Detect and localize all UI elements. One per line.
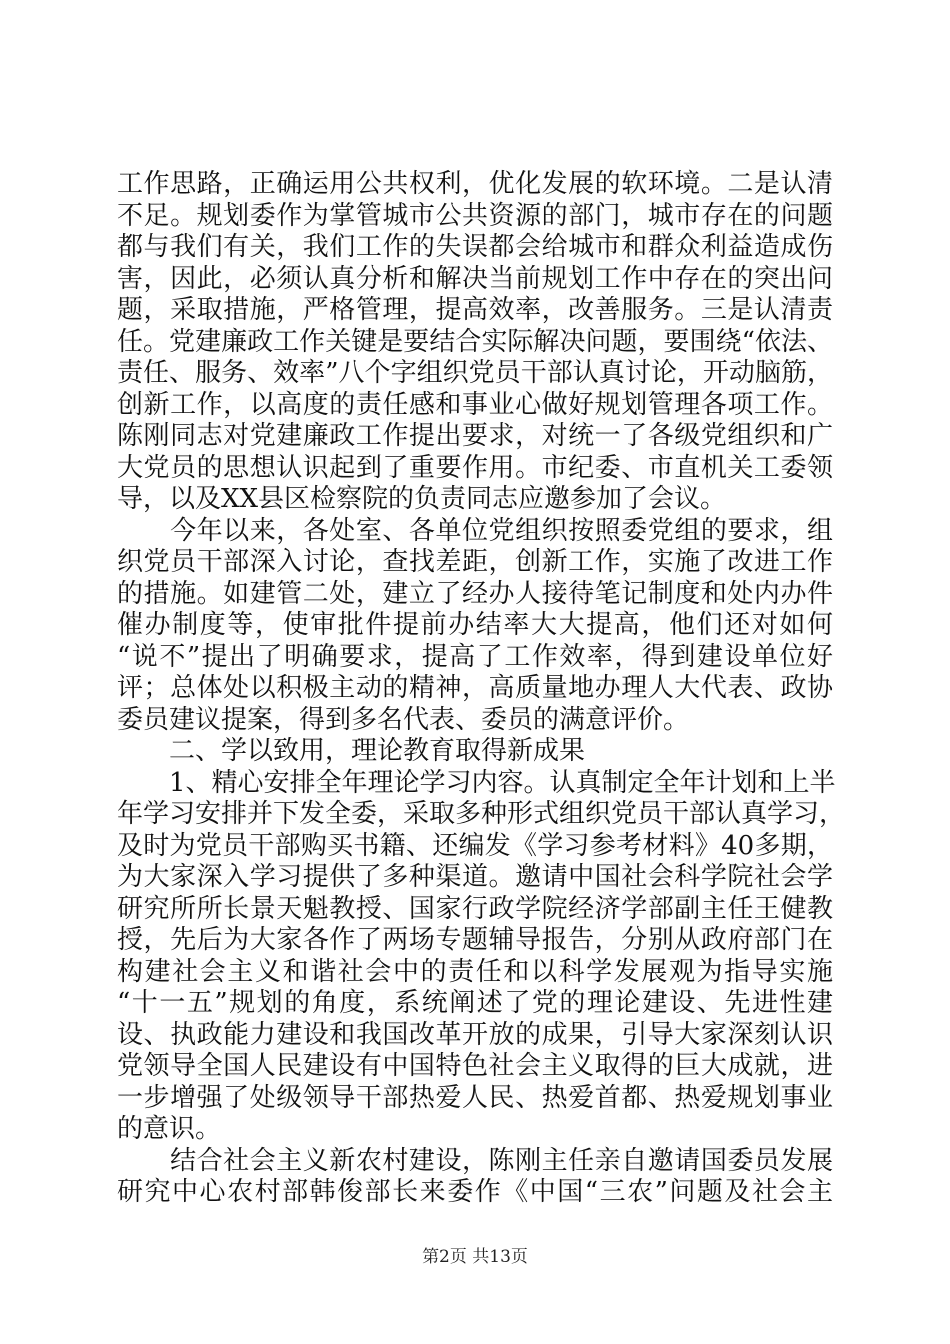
section-heading: 二、学以致用，理论教育取得新成果 — [117, 736, 586, 766]
body-text — [117, 169, 846, 1209]
text-line: 导，以及XX县区检察院的负责同志应邀参加了会议。 — [117, 484, 727, 514]
text-line: 题，采取措施，严格管理，提高效率，改善服务。三是认清责 — [117, 295, 833, 325]
text-line: “十一五”规划的角度，系统阐述了党的理论建设、先进性建 — [117, 988, 833, 1018]
text-line: 党领导全国人民建设有中国特色社会主义取得的巨大成就，进 — [117, 1051, 833, 1081]
text-line: 任。党建廉政工作关键是要结合实际解决问题，要围绕“依法、 — [117, 326, 833, 357]
text-line: 及时为党员干部购买书籍、还编发《学习参考材料》40多期， — [117, 830, 833, 861]
page-footer: 第2页 共13页 — [422, 1247, 528, 1267]
text-line: 研究所所长景天魁教授、国家行政学院经济学部副主任王健教 — [117, 893, 833, 924]
text-line: 害，因此，必须认真分析和解决当前规划工作中存在的突出问 — [117, 263, 833, 294]
text-line: 研究中心农村部韩俊部长来委作《中国“三农”问题及社会主 — [117, 1177, 833, 1207]
text-line: 工作思路，正确运用公共权利，优化发展的软环境。二是认清 — [117, 169, 833, 199]
text-line: 一步增强了处级领导干部热爱人民、热爱首都、热爱规划事业 — [117, 1082, 833, 1113]
text-line: 评；总体处以积极主动的精神，高质量地办理人大代表、政协 — [117, 673, 833, 703]
text-line: 结合社会主义新农村建设，陈刚主任亲自邀请国委员发展 — [117, 1145, 833, 1176]
text-line: 为大家深入学习提供了多种渠道。邀请中国社会科学院社会学 — [117, 862, 833, 892]
text-line: 都与我们有关，我们工作的失误都会给城市和群众利益造成伤 — [117, 232, 833, 262]
text-line: 催办制度等，使审批件提前办结率大大提高，他们还对如何 — [117, 610, 833, 640]
text-line: 授，先后为大家各作了两场专题辅导报告，分别从政府部门在 — [117, 925, 833, 955]
text-line: 今年以来，各处室、各单位党组织按照委党组的要求，组 — [117, 515, 833, 546]
text-line: 1、精心安排全年理论学习内容。认真制定全年计划和上半 — [117, 767, 836, 798]
text-line: 陈刚同志对党建廉政工作提出要求，对统一了各级党组织和广 — [117, 421, 833, 451]
text-line: 责任、服务、效率”八个字组织党员干部认真讨论，开动脑筋， — [117, 358, 833, 388]
text-line: 年学习安排并下发全委，采取多种形式组织党员干部认真学习， — [117, 799, 846, 829]
text-line: 的措施。如建管二处，建立了经办人接待笔记制度和处内办件 — [117, 578, 833, 609]
text-line: 设、执政能力建设和我国改革开放的成果，引导大家深刻认识 — [117, 1019, 833, 1050]
text-line: 创新工作，以高度的责任感和事业心做好规划管理各项工作。 — [117, 389, 833, 420]
text-line: 委员建议提案，得到多名代表、委员的满意评价。 — [117, 704, 690, 735]
text-line: “说不”提出了明确要求，提高了工作效率，得到建设单位好 — [117, 641, 833, 672]
text-line: 不足。规划委作为掌管城市公共资源的部门，城市存在的问题 — [117, 200, 833, 231]
text-line: 大党员的思想认识起到了重要作用。市纪委、市直机关工委领 — [117, 452, 833, 483]
text-line: 的意识。 — [117, 1114, 222, 1144]
text-line: 织党员干部深入讨论，查找差距，创新工作，实施了改进工作 — [117, 547, 833, 577]
text-line: 构建社会主义和谐社会中的责任和以科学发展观为指导实施 — [117, 956, 833, 987]
